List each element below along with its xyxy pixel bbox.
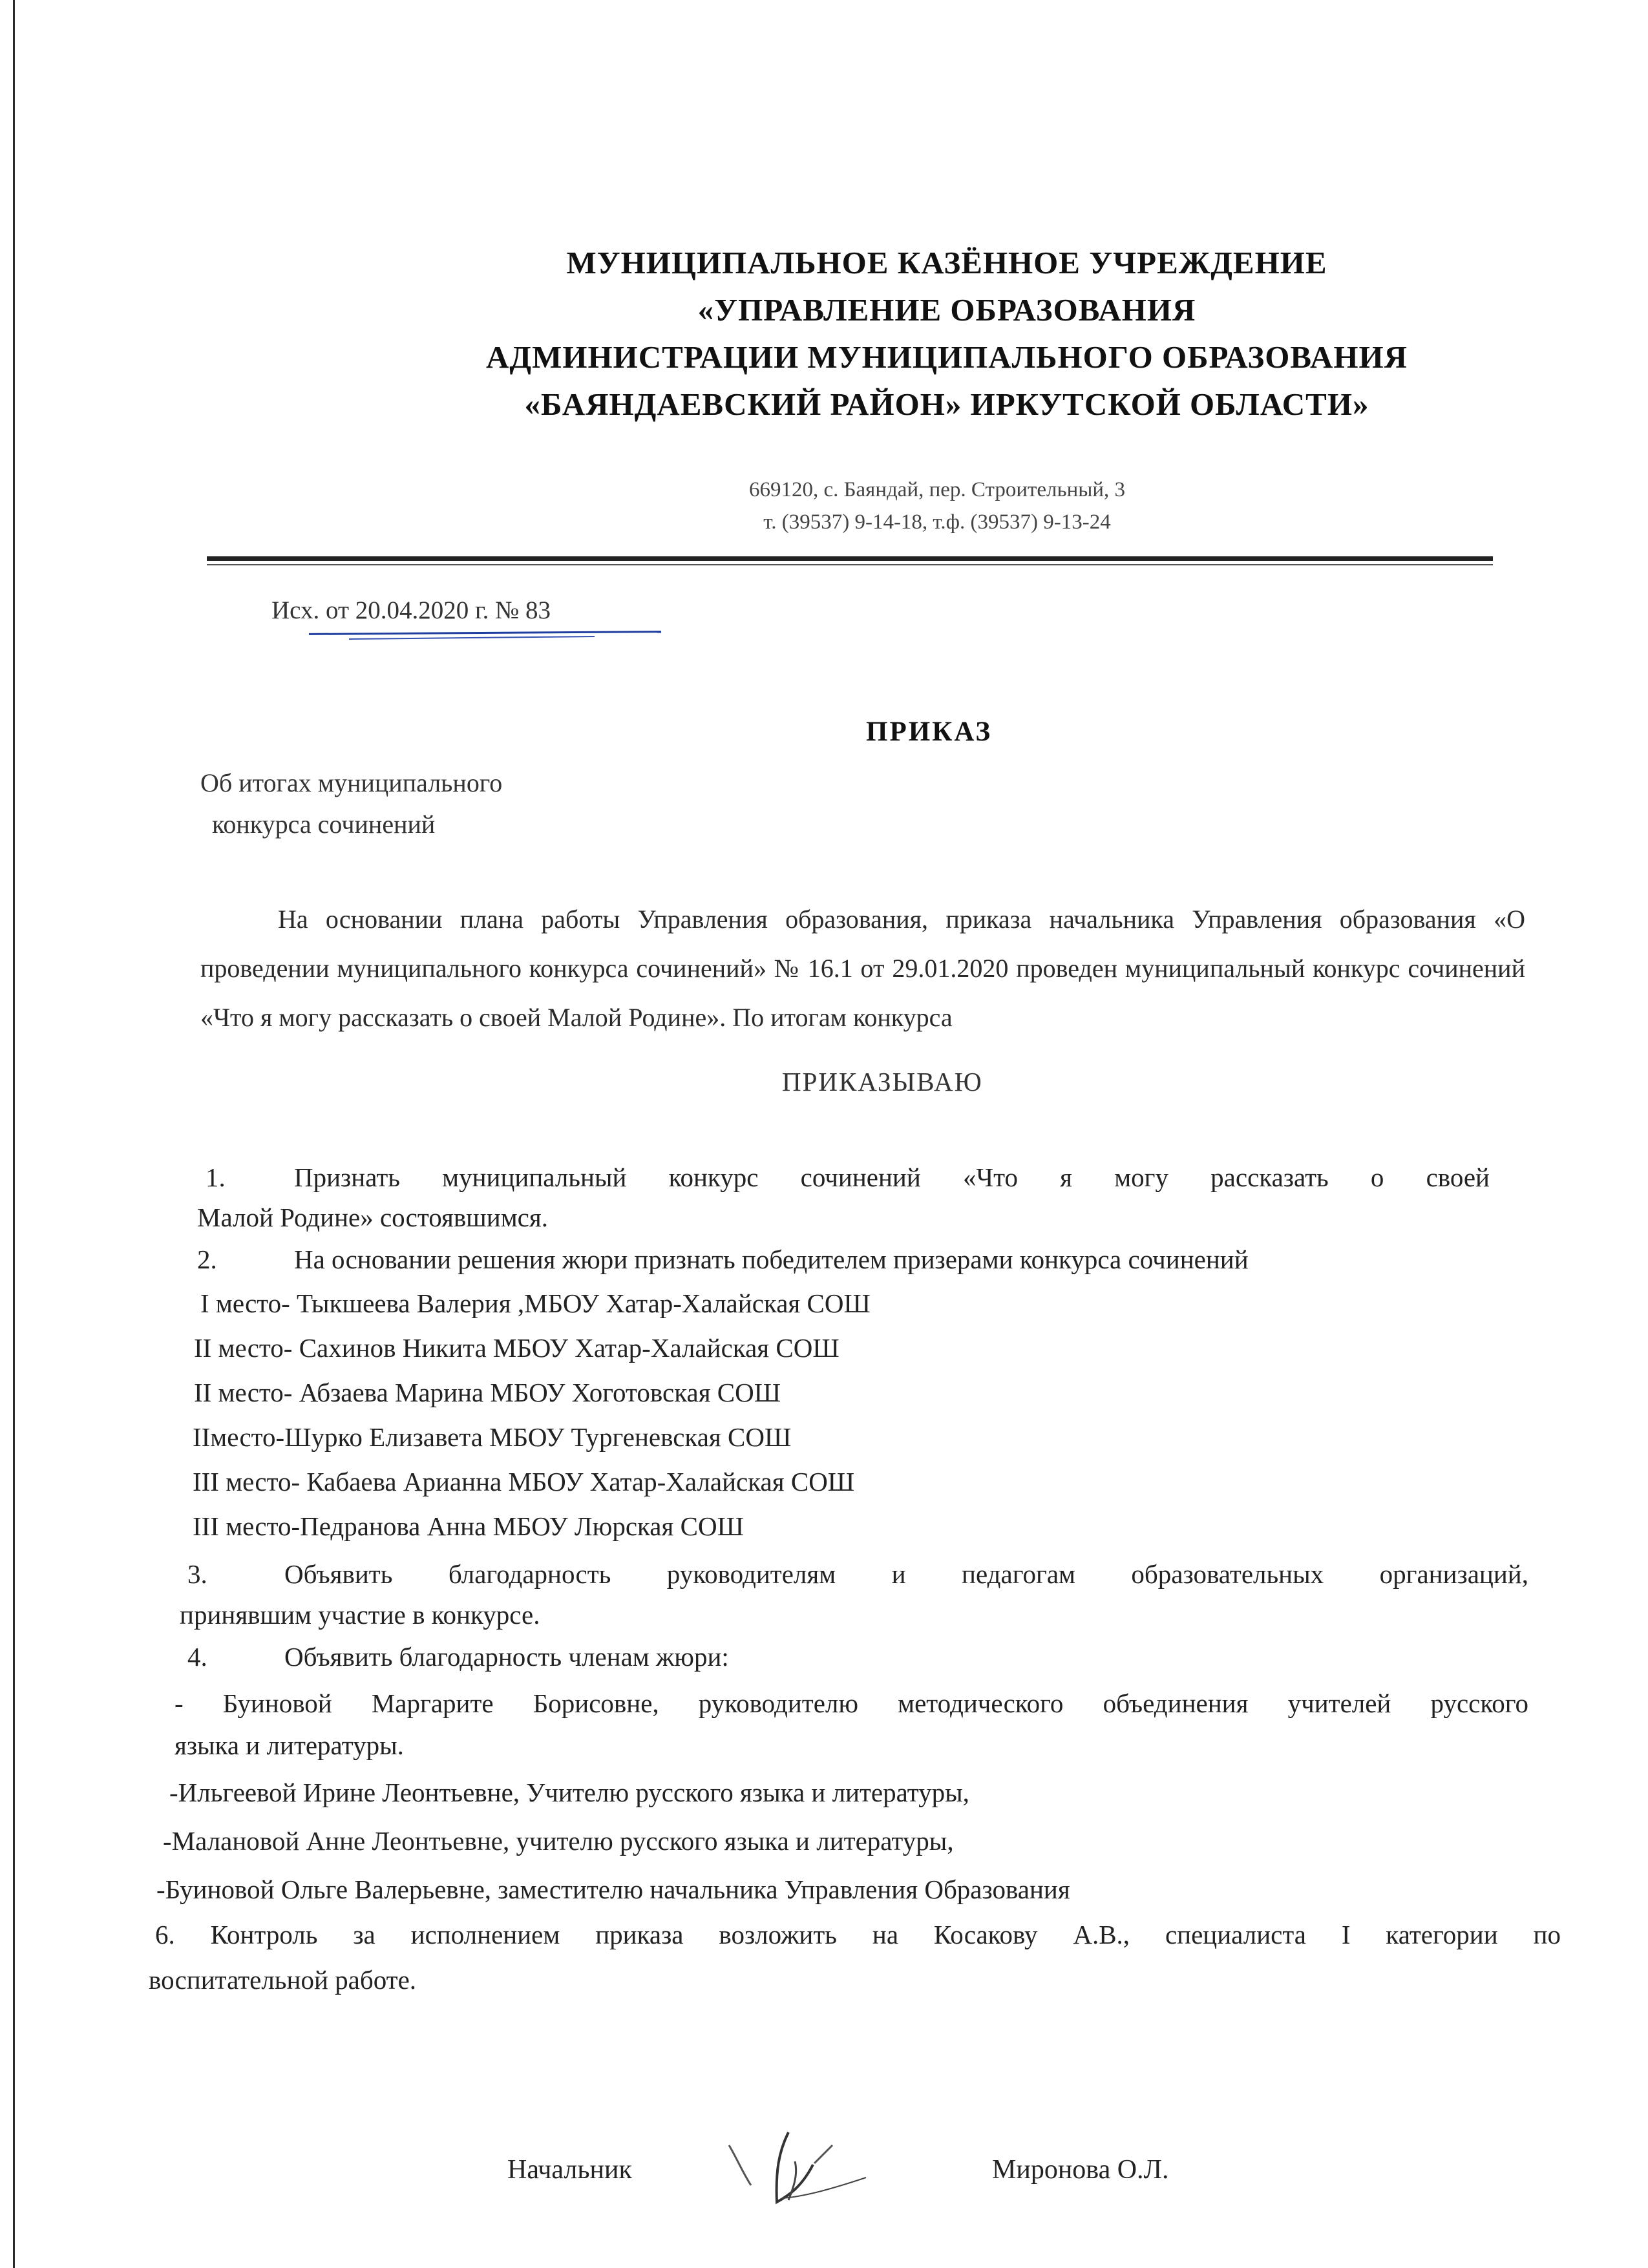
- winner-line: I место- Тыкшеева Валерия ,МБОУ Хатар-Халайская СОШ: [200, 1288, 871, 1318]
- pen-underline-2: [349, 636, 595, 640]
- jury-member-4: -Буиновой Ольге Валерьевне, заместителю начальника Управления Образования: [156, 1874, 1070, 1904]
- jury-member-2: -Ильгеевой Ирине Леонтьевне, Учителю русского языка и литературы,: [169, 1778, 969, 1807]
- item-4-text: Объявить благодарность членам жюри:: [284, 1642, 729, 1672]
- org-name-line-4: «БАЯНДАЕВСКИЙ РАЙОН» ИРКУТСКОЙ ОБЛАСТИ»: [524, 386, 1369, 422]
- item-6-line-2: воспитательной работе.: [149, 1965, 417, 1995]
- item-2-text: На основании решения жюри признать победителем призерами конкурса сочинений: [294, 1244, 1249, 1274]
- org-name-line-1: МУНИЦИПАЛЬНОЕ КАЗЁННОЕ УЧРЕЖДЕНИЕ: [566, 245, 1327, 280]
- item-3-line-1: Объявить благодарность руководителям и педагогам образовательных организаций,: [284, 1559, 1528, 1589]
- item-1-line-2: Малой Родине» состоявшимся.: [197, 1202, 548, 1232]
- org-name-line-2: «УПРАВЛЕНИЕ ОБРАЗОВАНИЯ: [697, 292, 1196, 328]
- orders-heading: ПРИКАЗЫВАЮ: [782, 1067, 983, 1097]
- item-4-number: 4.: [187, 1642, 207, 1672]
- subject-line-2: конкурса сочинений: [212, 810, 436, 839]
- org-name-line-3: АДМИНИСТРАЦИИ МУНИЦИПАЛЬНОГО ОБРАЗОВАНИЯ: [486, 339, 1408, 375]
- winner-line: IIместо-Шурко Елизавета МБОУ Тургеневская СОШ: [193, 1422, 792, 1452]
- winner-line: II место- Сахинов Никита МБОУ Хатар-Халайская СОШ: [194, 1333, 840, 1363]
- scan-edge: [13, 0, 15, 2268]
- item-6-line-1: 6. Контроль за исполнением приказа возложить на Косакову А.В., специалиста I категории по: [155, 1920, 1561, 1949]
- document-title: ПРИКАЗ: [866, 717, 993, 747]
- item-2-number: 2.: [197, 1244, 217, 1274]
- jury-member-1-line-1: - Буиновой Маргарите Борисовне, руководителю методического объединения учителей русского: [174, 1688, 1528, 1718]
- jury-member-3: -Малановой Анне Леонтьевне, учителю русского языка и литературы,: [163, 1826, 954, 1856]
- jury-member-1-line-2: языка и литературы.: [174, 1730, 404, 1760]
- item-1-line-1: Признать муниципальный конкурс сочинений «Что я могу рассказать о своей: [294, 1162, 1490, 1192]
- handwritten-signature: [717, 2126, 879, 2210]
- winner-line: II место- Абзаева Марина МБОУ Хоготовская СОШ: [194, 1378, 781, 1407]
- subject-line-1: Об итогах муниципального: [200, 768, 503, 797]
- header-rule-thin: [207, 564, 1493, 565]
- item-3-line-2: принявшим участие в конкурсе.: [180, 1600, 540, 1630]
- phone-line: т. (39537) 9-14-18, т.ф. (39537) 9-13-24: [763, 510, 1111, 534]
- signatory-name: Миронова О.Л.: [992, 2155, 1169, 2185]
- header-rule: [207, 556, 1493, 561]
- signatory-position: Начальник: [507, 2155, 632, 2185]
- address-line: 669120, с. Баяндай, пер. Строительный, 3: [748, 478, 1126, 501]
- item-1-number: 1.: [206, 1162, 226, 1192]
- winner-line: III место-Педранова Анна МБОУ Люрская СОШ: [193, 1511, 744, 1541]
- winner-line: III место- Кабаева Арианна МБОУ Хатар-Халайская СОШ: [193, 1467, 855, 1496]
- item-3-number: 3.: [187, 1559, 207, 1589]
- pen-underline: [309, 631, 661, 635]
- preamble: [200, 895, 1525, 1042]
- outgoing-reference: Исх. от 20.04.2020 г. № 83: [271, 596, 551, 624]
- preamble-text: На основании плана работы Управления образования, приказа начальника Управления образования «О проведении муниципального конкурса сочинений» № 16.1 от 29.01.2020 проведен муниципальный конкурс сочинений «Что я могу рассказать о своей Малой Родине». По итогам конкурса: [200, 905, 1525, 1032]
